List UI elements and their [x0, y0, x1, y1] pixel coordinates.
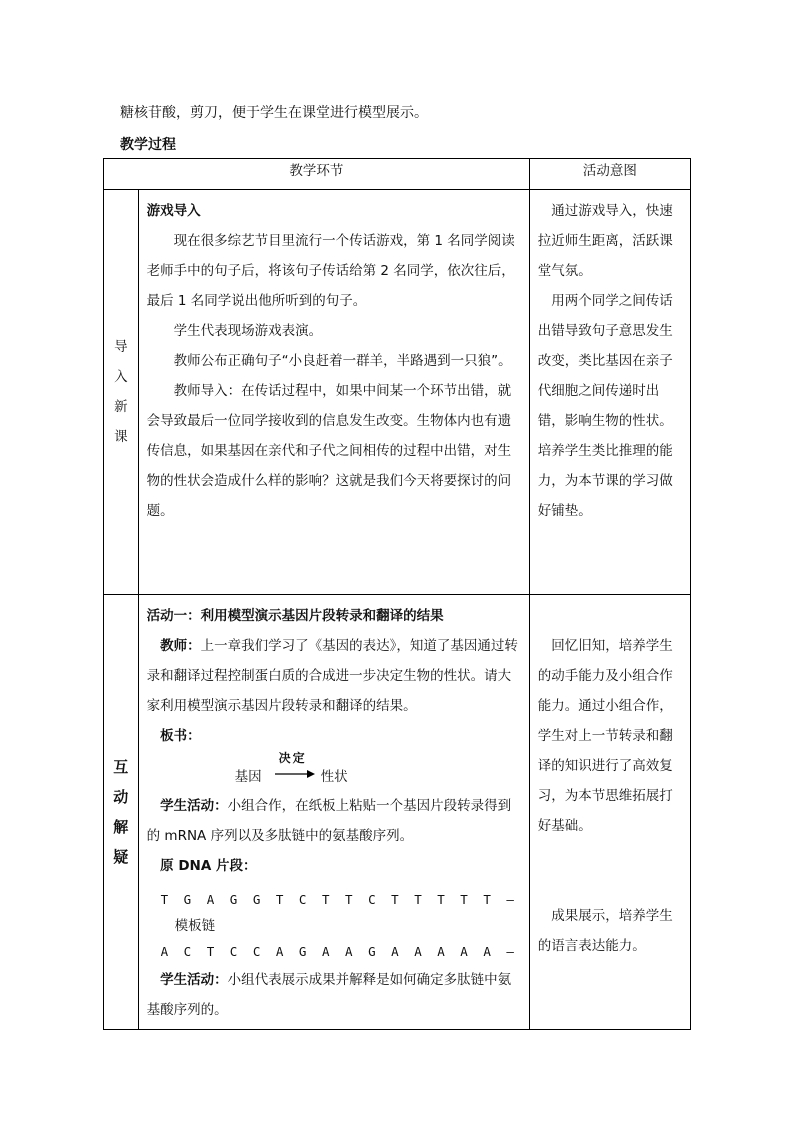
side-label-intro [104, 190, 139, 595]
purpose-cell-interaction [529, 595, 690, 1030]
col-header-teaching-step: 教学环节 [104, 159, 530, 190]
seq-template-label: 模板链 [174, 918, 216, 934]
board-arrow-label: 决定 [278, 751, 307, 765]
student-paragraph-1 [147, 791, 521, 851]
teaching-process-table [103, 158, 691, 1030]
paragraph: 教师导入：在传话过程中，如果中间某一个环节出错，就会导致最后一位同学接收到的信息发生改变。生物体内也有遗传信息，如果基因在亲代和子代之间相传的过程中出错，对生物的性状会造成什么样的影响？这就是我们今天将要探讨的问题。 [146, 383, 512, 519]
content-cell-interaction [138, 595, 529, 1030]
teacher-paragraph [147, 631, 521, 721]
board-diagram [235, 751, 521, 791]
seq-template-bases: T G A G G T C T T C T T T T T — [160, 892, 518, 907]
purpose-cell-intro [529, 190, 690, 595]
table-row-interaction [104, 595, 691, 1030]
arrow-right-icon [275, 769, 315, 779]
side-char: 入 [114, 369, 128, 385]
purpose-paragraph: 成果展示，培养学生的语言表达能力。 [537, 908, 673, 954]
side-char: 疑 [113, 848, 129, 866]
row-title: 游戏导入 [146, 203, 201, 219]
board-label: 板书： [160, 728, 201, 744]
side-char: 导 [114, 339, 128, 355]
paragraph: 现在很多综艺节目里流行一个传话游戏，第 1 名同学阅读老师手中的句子后，将该句子传话给第 2 名同学，依次往后，最后 1 名同学说出他所听到的句子。 [146, 233, 515, 309]
section-heading: 教学过程 [120, 137, 176, 153]
board-trait: 性状 [320, 769, 348, 785]
teacher-label: 教师： [160, 638, 201, 654]
student-label: 学生活动： [160, 972, 228, 988]
side-char: 互 [113, 758, 129, 776]
intro-line: 糖核苷酸，剪刀，便于学生在课堂进行模型展示。 [120, 105, 428, 121]
side-char: 课 [114, 429, 128, 445]
student-label: 学生活动： [160, 798, 228, 814]
purpose-paragraph: 用两个同学之间传话出错导致句子意思发生改变，类比基因在亲子代细胞之间传递时出错，影响生物的性状。培养学生类比推理的能力，为本节课的学习做好铺垫。 [537, 293, 673, 519]
side-label-interaction [104, 595, 139, 1030]
side-char: 解 [113, 818, 129, 836]
seq-template [147, 887, 521, 939]
teacher-text: 上一章我们学习了《基因的表达》，知道了基因通过转录和翻译过程控制蛋白质的合成进一步决定生物的性状。请大家利用模型演示基因片段转录和翻译的结果。 [146, 638, 518, 714]
purpose-paragraph: 回忆旧知，培养学生的动手能力及小组合作能力。通过小组合作，学生对上一节转录和翻译的知识进行了高效复习，为本节思维拓展打好基础。 [537, 638, 673, 834]
side-char: 新 [114, 399, 128, 415]
table-row-intro [104, 190, 691, 595]
col-header-activity-purpose: 活动意图 [529, 159, 690, 190]
row-title: 活动一：利用模型演示基因片段转录和翻译的结果 [146, 608, 444, 624]
paragraph: 学生代表现场游戏表演。 [173, 323, 323, 339]
board-gene: 基因 [234, 769, 262, 785]
purpose-paragraph: 通过游戏导入，快速拉近师生距离，活跃课堂气氛。 [537, 203, 673, 279]
student-text: 小组代表展示成果并解释是如何确定多肽链中氨基酸序列的。 [146, 972, 512, 1018]
paragraph: 教师公布正确句子“小良赶着一群羊，半路遇到一只狼”。 [173, 353, 512, 369]
seq-coding: A C T C C A G A A G A A A A A — [160, 944, 518, 959]
board-arrow [275, 751, 315, 779]
table-header-row [104, 159, 691, 190]
dna-label: 原 DNA 片段： [160, 858, 257, 874]
side-char: 动 [113, 788, 129, 806]
student-paragraph-2 [147, 965, 521, 1025]
student-text: 小组合作，在纸板上粘贴一个基因片段转录得到的 mRNA 序列以及多肽链中的氨基酸序列。 [146, 798, 512, 844]
content-cell-intro [138, 190, 529, 595]
